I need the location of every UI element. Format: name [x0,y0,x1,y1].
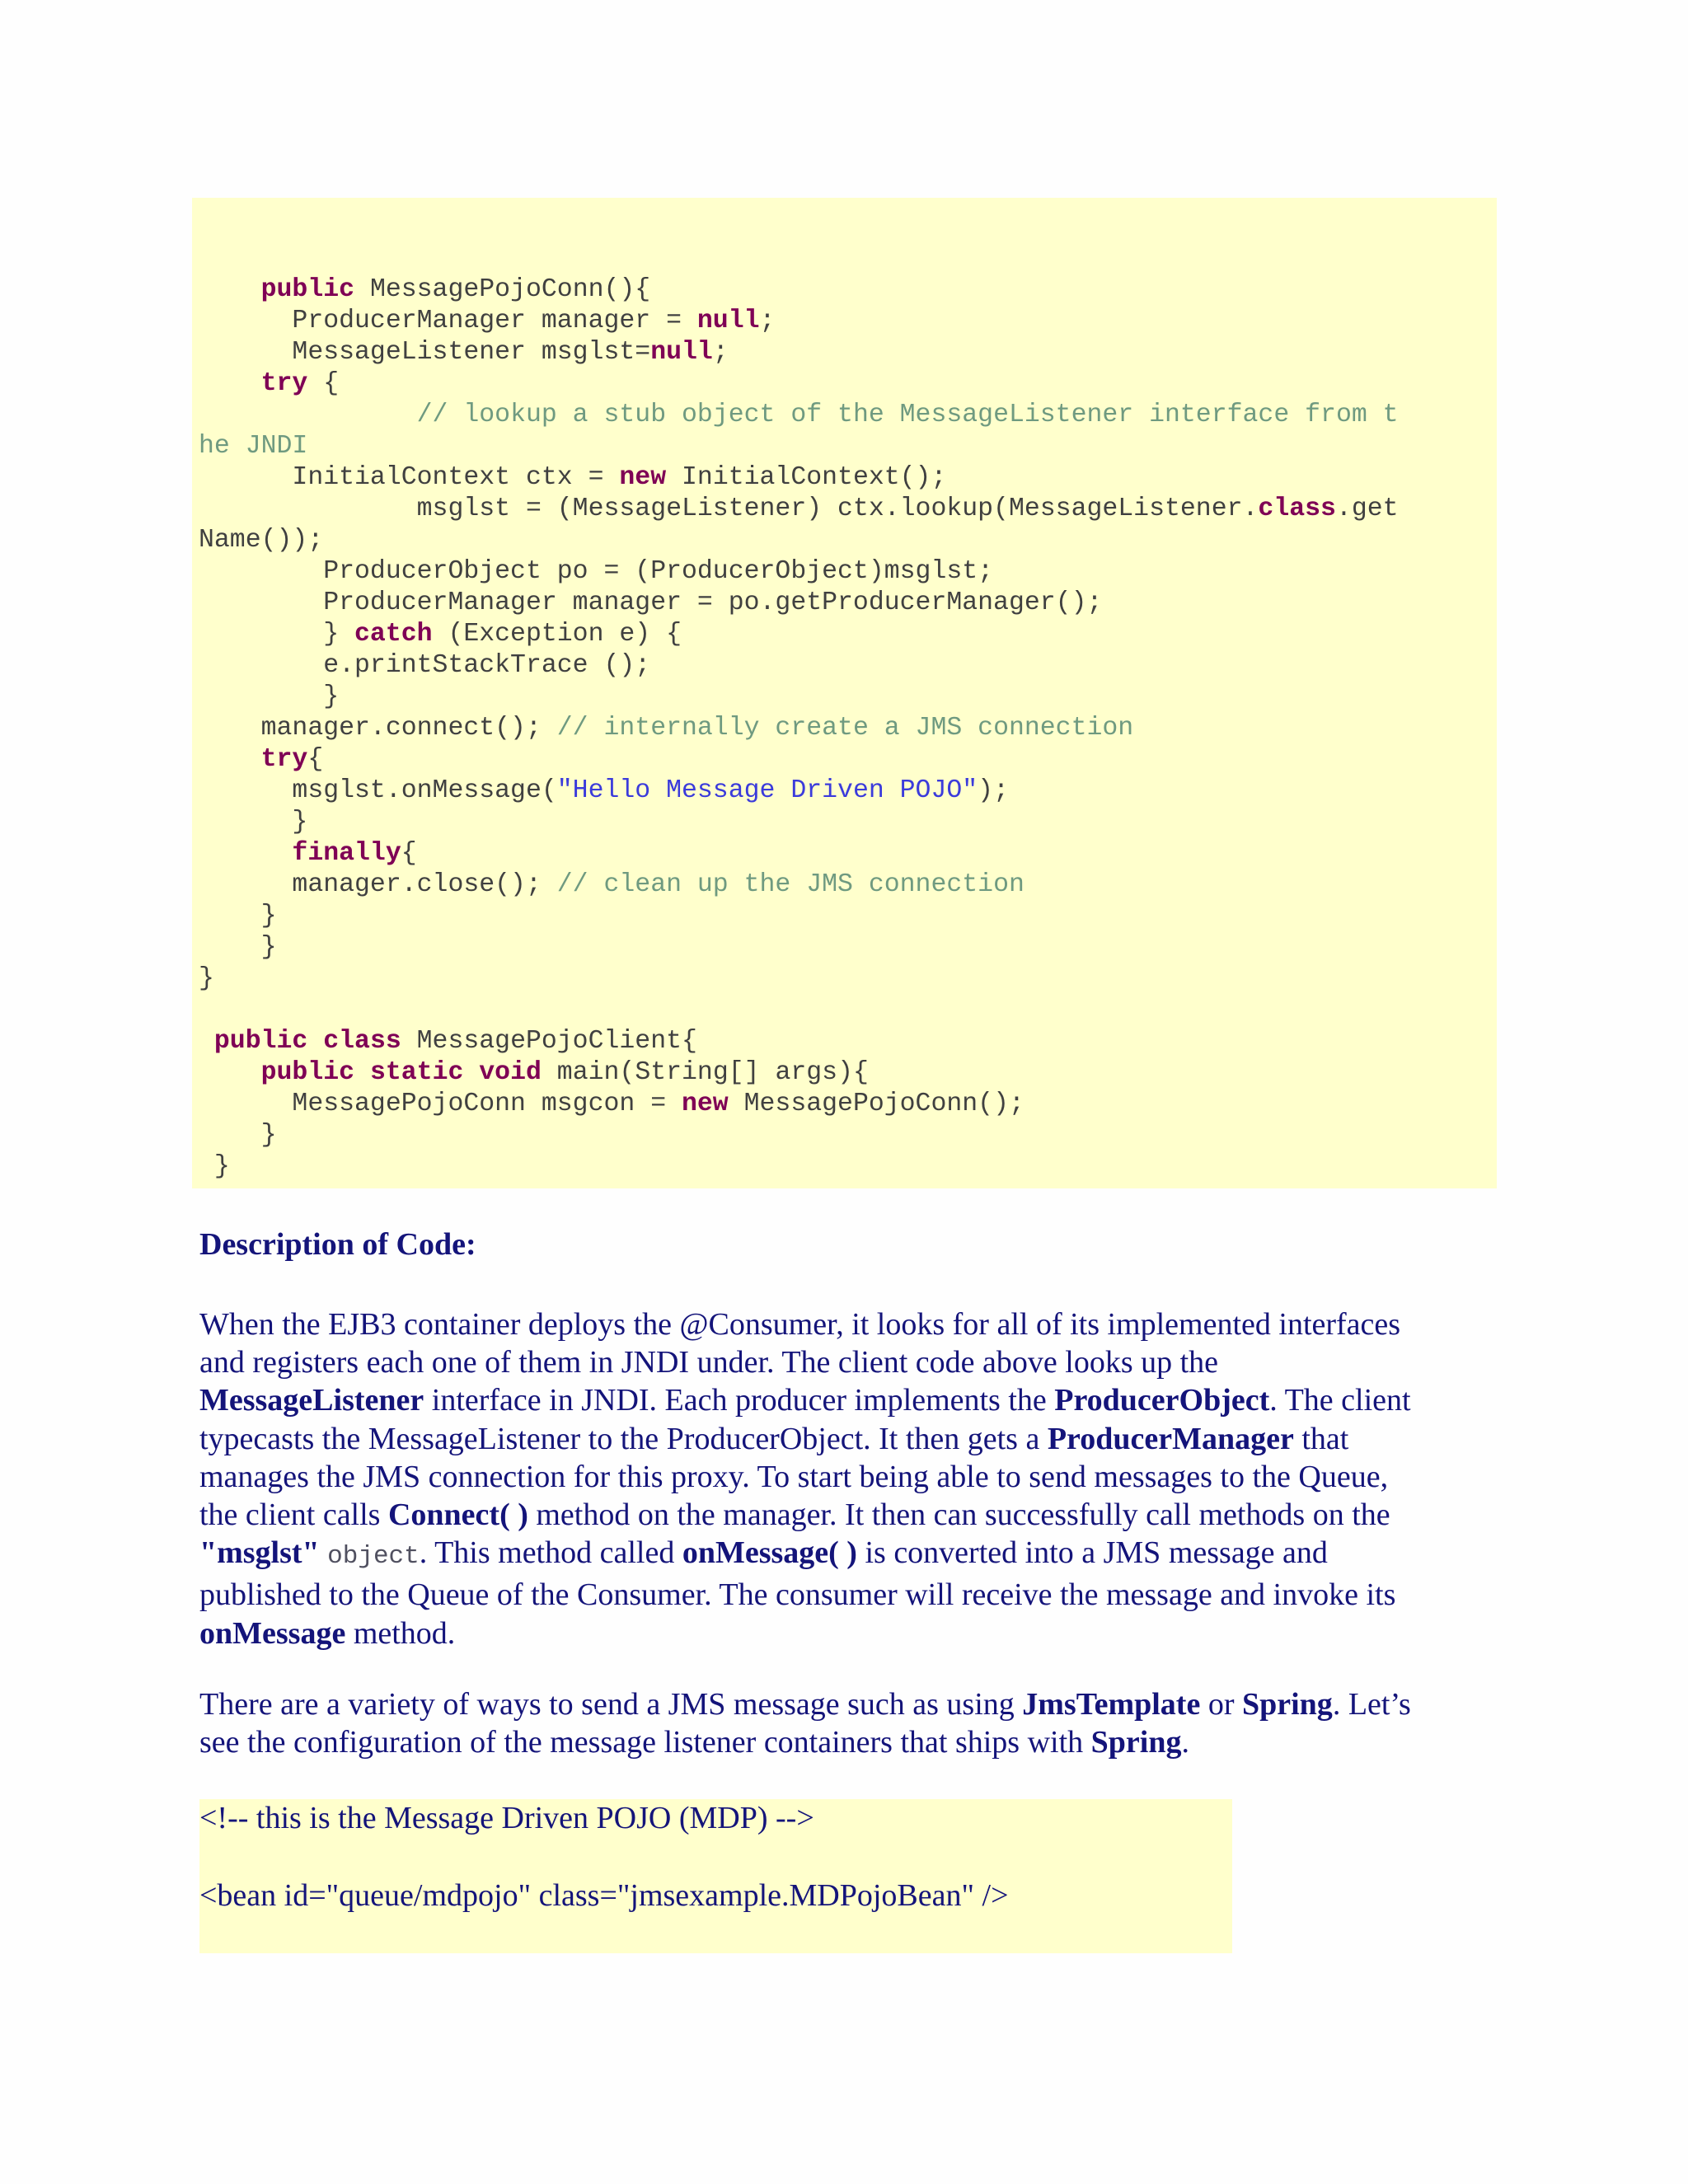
code-line [199,588,1102,619]
code-block [192,198,1497,1188]
code-text: { [401,839,417,868]
code-text [199,1027,214,1056]
code-keyword: public [260,275,355,304]
paragraph-line [199,1458,1518,1496]
xml-bean-line: <bean id="queue/mdpojo" class="jmsexample.MDPojoBean" /> [199,1878,1009,1913]
code-line [199,619,682,650]
code-keyword: null [696,307,760,335]
code-keyword: public [213,1027,308,1056]
code-keyword: static [369,1058,464,1087]
code-text: MessagePojoClient{ [401,1027,697,1056]
code-line [199,932,277,963]
code-text: manager.connect(); [199,714,557,743]
code-text: InitialContext ctx = [199,463,620,492]
paragraph-line [199,1343,1518,1381]
code-line [199,1057,869,1089]
text: When the EJB3 container deploys the @Consumer, it looks for all of its implemented interfaces [199,1307,1401,1342]
code-keyword: finally [292,839,401,868]
code-text: e.printStackTrace (); [199,651,651,680]
code-text [199,369,261,398]
code-text: MessagePojoConn(); [728,1090,1025,1118]
code-line [199,963,214,995]
code-line [199,1151,230,1183]
bold-term: onMessage [199,1615,346,1651]
bold-term: Spring [1241,1687,1333,1722]
code-comment: he JNDI [199,432,308,461]
code-text [199,1058,261,1087]
code-text: InitialContext(); [666,463,947,492]
code-text: } [199,902,277,930]
code-line [199,682,339,713]
code-text: .get [1335,494,1399,523]
code-text: ProducerManager manager = [199,307,697,335]
paragraph-line [199,1534,1518,1576]
code-comment: // lookup a stub object of the MessageListener interface from t [416,401,1399,429]
xml-comment-line: <!-- this is the Message Driven POJO (MDP) --> [199,1801,814,1835]
code-text: } [199,1121,277,1150]
code-text: ProducerObject po = (ProducerObject)msglst; [199,557,994,586]
code-text [354,1058,370,1087]
code-line [199,1026,697,1057]
code-line [199,744,323,776]
text: method. [345,1615,456,1651]
text: or [1200,1687,1242,1722]
bold-term: "msglst" [199,1535,320,1571]
paragraph-line [199,1305,1518,1343]
code-line [199,1120,277,1151]
text: interface in JNDI. Each producer implements the [424,1383,1055,1418]
code-keyword: try [260,369,308,398]
code-text: ProducerManager manager = po.getProducerManager(); [199,588,1103,617]
code-text: main(String[] args){ [541,1058,869,1087]
text: method on the manager. It then can successfully call methods on the [528,1497,1390,1533]
bold-term: ProducerManager [1047,1421,1294,1456]
code-text: Name()); [199,526,324,555]
code-keyword: null [650,338,713,367]
code-line [199,838,417,869]
code-text: } [199,808,308,837]
bold-term: JmsTemplate [1022,1687,1201,1722]
description-paragraph [199,1305,1518,1652]
text: . The client [1269,1383,1411,1418]
code-comment: // internally create a JMS connection [556,714,1134,743]
paragraph-line [199,1576,1518,1614]
text: the client calls [199,1497,388,1533]
code-line [199,337,729,368]
code-text [199,401,417,429]
code-keyword: new [619,463,667,492]
text: and registers each one of them in JNDI under. The client code above looks up the [199,1345,1219,1380]
code-text [307,1027,323,1056]
code-line [199,556,993,588]
bold-term: Spring [1090,1725,1182,1760]
mono-term: object [327,1542,420,1572]
code-text: ); [978,776,1009,805]
code-text: MessagePojoConn(){ [354,275,651,304]
code-line [199,807,307,838]
code-text [463,1058,479,1087]
code-keyword: catch [354,620,433,649]
code-text: msglst.onMessage( [199,776,557,805]
code-text: } [199,933,277,962]
text: published to the Queue of the Consumer. The consumer will receive the message and invoke its [199,1577,1396,1613]
code-keyword: class [323,1027,401,1056]
code-text: } [199,620,355,649]
text: that [1293,1421,1349,1456]
code-line [199,400,1399,431]
code-comment: // clean up the JMS connection [556,870,1025,899]
paragraph-line [199,1615,1518,1652]
spring-paragraph [199,1685,1518,1761]
code-line [199,431,307,462]
code-line [199,776,1009,807]
code-text: MessageListener msglst= [199,338,651,367]
paragraph-line [199,1420,1518,1458]
code-text: (Exception e) { [432,620,682,649]
code-line [199,494,1399,525]
text: . Let’s [1332,1687,1411,1722]
code-keyword: public [260,1058,355,1087]
text: There are a variety of ways to send a JMS message such as using [199,1687,1023,1722]
code-keyword: try [260,745,308,774]
code-keyword: new [682,1090,729,1118]
description-heading: Description of Code: [199,1227,476,1262]
code-text: } [199,1152,230,1181]
code-line [199,713,1133,744]
code-line [199,274,650,306]
text [320,1535,328,1570]
paragraph-line [199,1685,1518,1723]
code-text: ; [712,338,729,367]
code-text: manager.close(); [199,870,557,899]
text: . [1181,1725,1189,1760]
code-text: msglst = (MessageListener) ctx.lookup(MessageListener. [199,494,1259,523]
bold-term: MessageListener [199,1383,424,1418]
xml-config-block [199,1799,1232,1953]
code-text: { [307,745,324,774]
code-string: "Hello Message Driven POJO" [556,776,978,805]
code-line [199,462,946,494]
text: manages the JMS connection for this proxy. To start being able to send messages to the Queue, [199,1459,1389,1494]
code-keyword: class [1258,494,1336,523]
code-text: } [199,964,214,993]
bold-term: ProducerObject [1054,1383,1270,1418]
code-text: { [307,369,340,398]
text: typecasts the MessageListener to the ProducerObject. It then gets a [199,1421,1048,1456]
code-line [199,650,650,682]
code-line [199,525,323,556]
code-text [199,745,261,774]
code-line [199,869,1025,901]
text: is converted into a JMS message and [856,1535,1328,1571]
code-line [199,901,277,932]
bold-term: onMessage( ) [682,1535,857,1571]
code-text: MessagePojoConn msgcon = [199,1090,682,1118]
text: see the configuration of the message listener containers that ships with [199,1725,1091,1760]
code-text [199,839,292,868]
paragraph-line [199,1381,1518,1419]
code-text [199,275,261,304]
code-keyword: void [479,1058,542,1087]
code-text: ; [759,307,776,335]
code-line [199,368,339,400]
code-text: } [199,682,340,711]
paragraph-line [199,1723,1518,1761]
code-line [199,306,775,337]
bold-term: Connect( ) [387,1497,528,1533]
code-line [199,1089,1025,1120]
paragraph-line [199,1496,1518,1534]
text: . This method called [419,1535,682,1571]
